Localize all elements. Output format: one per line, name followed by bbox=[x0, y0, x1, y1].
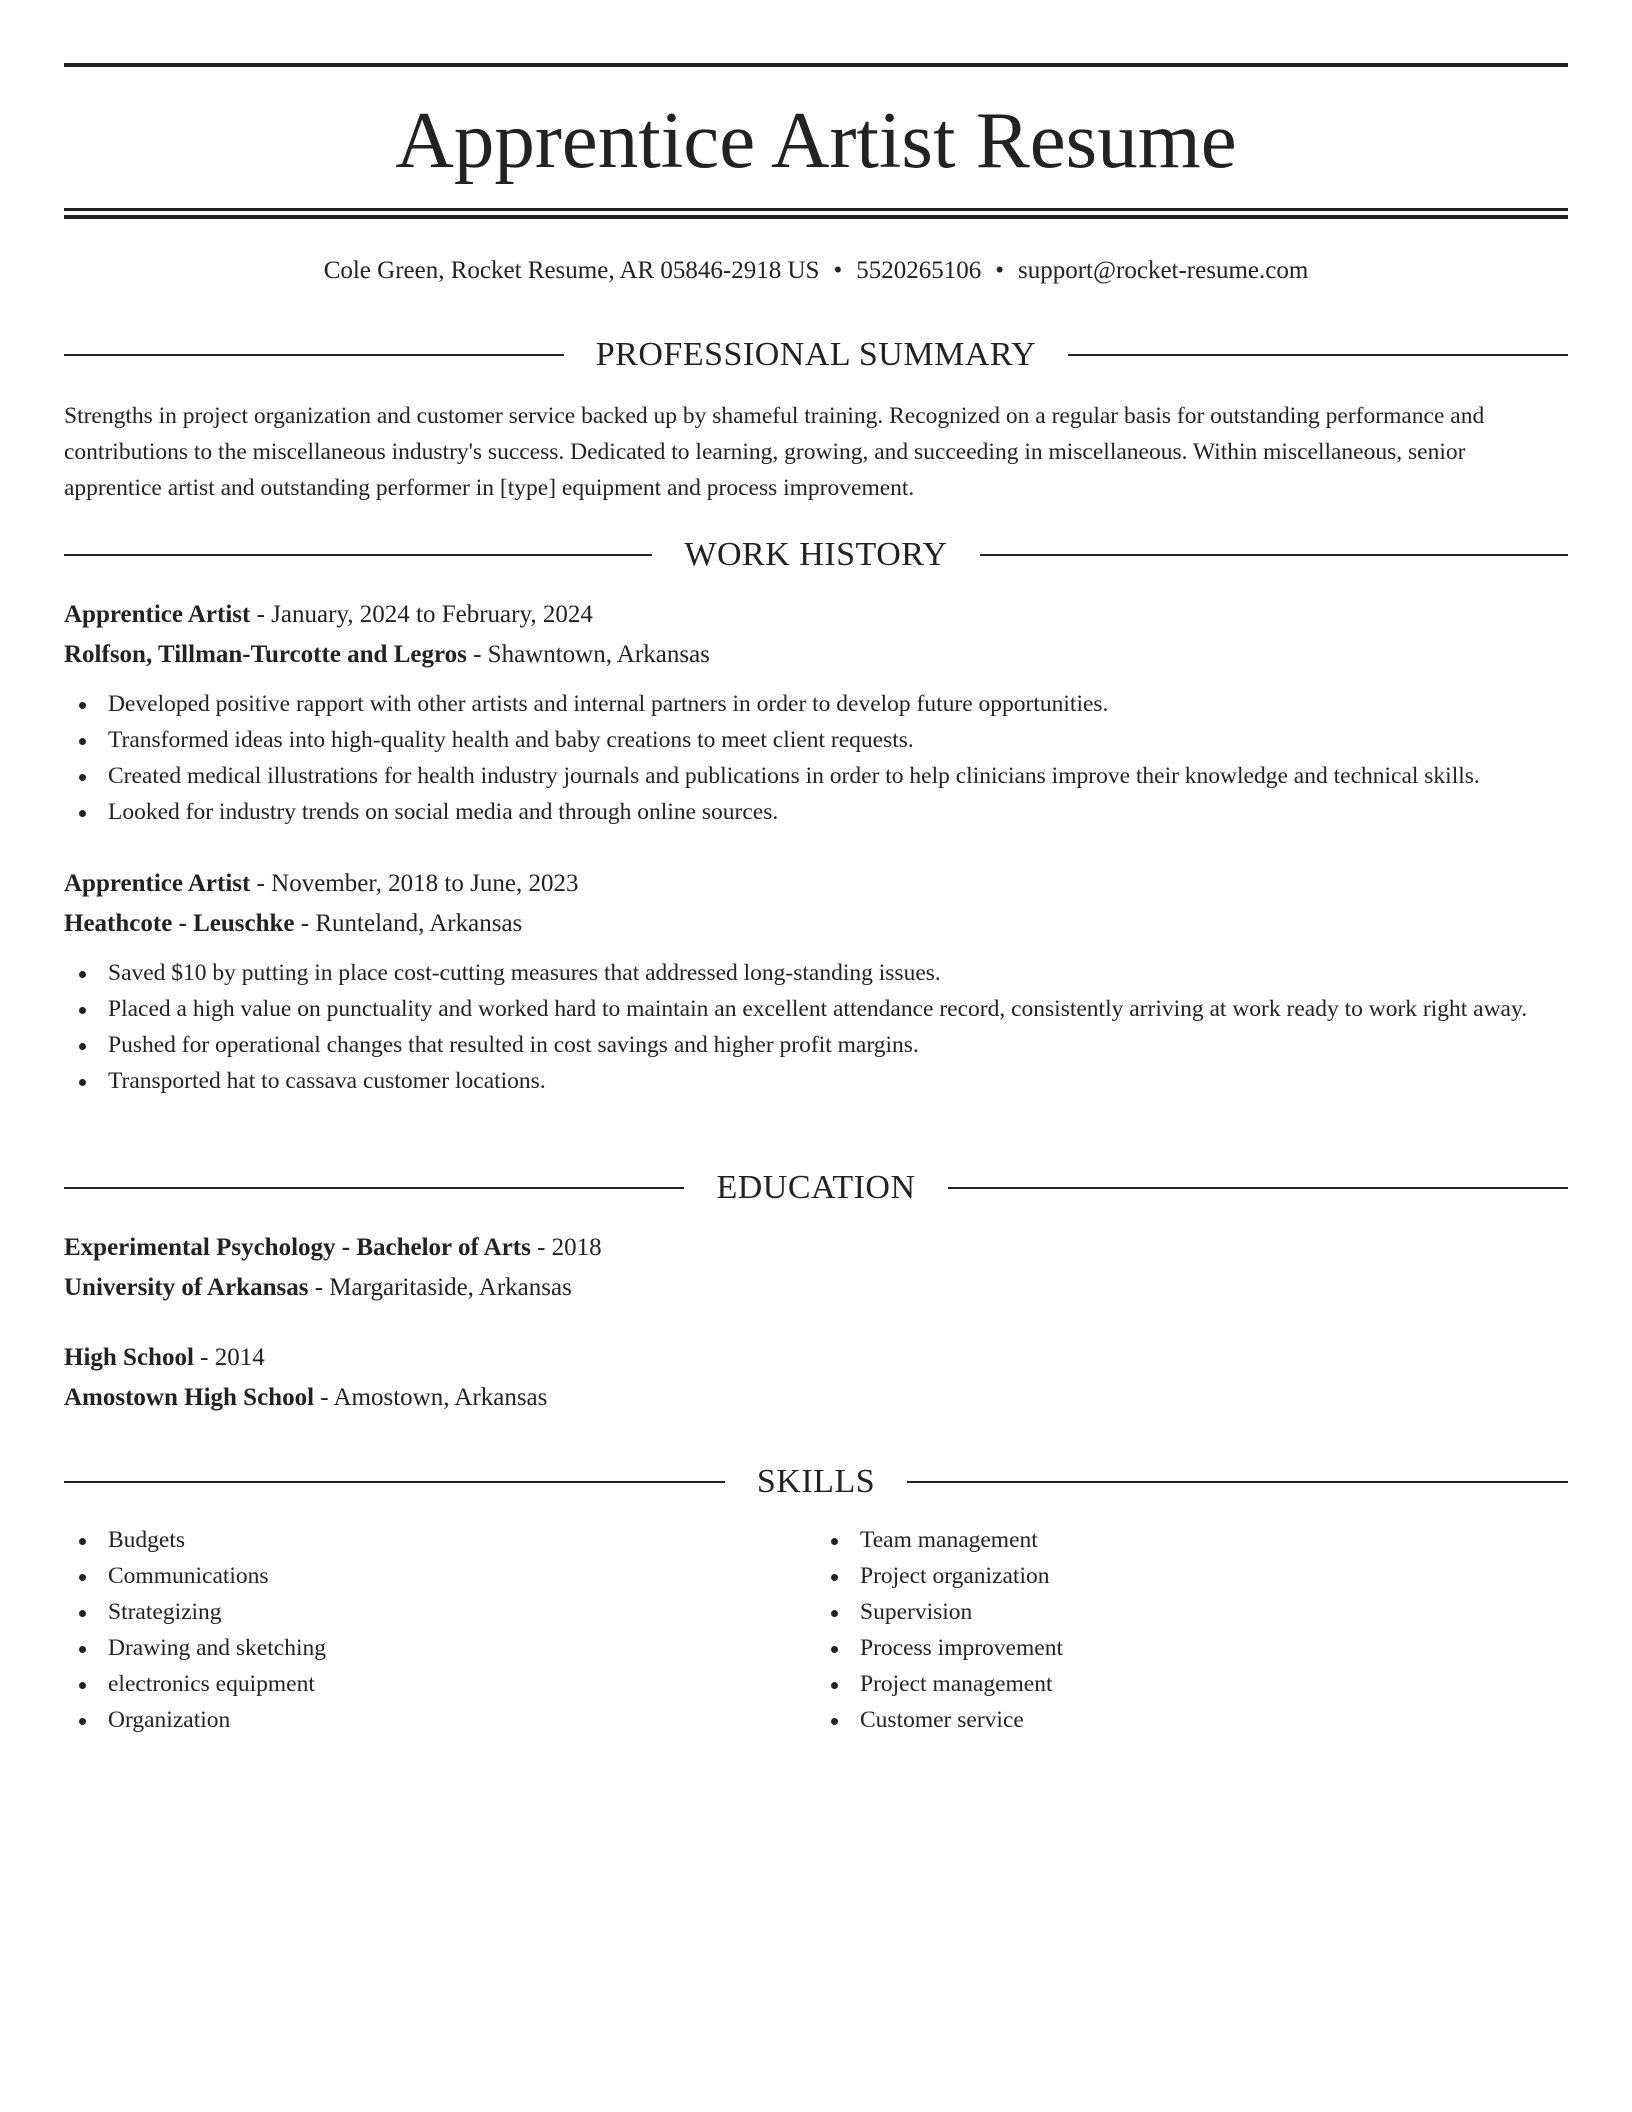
section-heading-education bbox=[64, 1168, 1568, 1208]
skill-item: Supervision bbox=[816, 1594, 1568, 1630]
top-rule bbox=[64, 63, 1568, 67]
title-double-rule bbox=[64, 208, 1568, 219]
list-item: Created medical illustrations for health industry journals and publications in order to help clinicians improve their knowledge and technical skills. bbox=[64, 758, 1568, 794]
list-item: Transported hat to cassava customer locations. bbox=[64, 1063, 1568, 1099]
contact-separator: • bbox=[995, 257, 1004, 284]
list-item: Developed positive rapport with other artists and internal partners in order to develop future opportunities. bbox=[64, 686, 1568, 722]
education-entry bbox=[64, 1338, 1568, 1418]
education-entry bbox=[64, 1228, 1568, 1308]
job-dates: - January, 2024 to February, 2024 bbox=[250, 601, 593, 628]
job-title: Apprentice Artist bbox=[64, 601, 251, 628]
skill-item: Process improvement bbox=[816, 1630, 1568, 1666]
job-company: Heathcote - Leuschke bbox=[64, 910, 295, 937]
contact-separator: • bbox=[833, 257, 843, 284]
school-name: University of Arkansas bbox=[64, 1274, 309, 1301]
job-dates: - November, 2018 to June, 2023 bbox=[250, 870, 579, 897]
skill-item: Drawing and sketching bbox=[64, 1630, 816, 1666]
heading-rule-right bbox=[907, 1481, 1568, 1483]
job-title-row bbox=[64, 595, 1568, 635]
contact-address: Cole Green, Rocket Resume, AR 05846-2918 US bbox=[323, 257, 820, 284]
degree-row bbox=[64, 1228, 1568, 1268]
skill-item: Customer service bbox=[816, 1702, 1568, 1738]
skills-list-right bbox=[816, 1522, 1568, 1738]
school-row bbox=[64, 1378, 1568, 1418]
section-title: WORK HISTORY bbox=[684, 536, 948, 573]
skill-item: Organization bbox=[64, 1702, 816, 1738]
school-row bbox=[64, 1268, 1568, 1308]
skill-item: Strategizing bbox=[64, 1594, 816, 1630]
summary-text: Strengths in project organization and customer service backed up by shameful training. Recognized on a regular basis for outstanding performance and contributions to the miscellaneous industry's success. Dedicated to learning, growing, and succeeding in miscellaneous. Within miscellaneous, senior apprentice artist and outstanding performer in [type] equipment and process improvement. bbox=[64, 403, 1485, 501]
section-title: PROFESSIONAL SUMMARY bbox=[595, 336, 1037, 373]
skill-item: electronics equipment bbox=[64, 1666, 816, 1702]
section-title: EDUCATION bbox=[716, 1169, 916, 1206]
job-bullets bbox=[64, 955, 1568, 1099]
job-entry bbox=[64, 595, 1568, 830]
school-location: - Margaritaside, Arkansas bbox=[308, 1274, 572, 1301]
section-title: SKILLS bbox=[756, 1463, 876, 1500]
heading-rule-right bbox=[1068, 354, 1568, 356]
resume-title: Apprentice Artist Resume bbox=[395, 95, 1237, 185]
job-title: Apprentice Artist bbox=[64, 870, 251, 897]
skill-item: Project organization bbox=[816, 1558, 1568, 1594]
heading-rule-right bbox=[948, 1187, 1568, 1189]
section-heading-work bbox=[64, 535, 1568, 575]
heading-rule-left bbox=[64, 554, 652, 556]
degree-year: - 2018 bbox=[530, 1234, 602, 1261]
job-location: - Runteland, Arkansas bbox=[294, 910, 523, 937]
job-location: - Shawntown, Arkansas bbox=[466, 641, 710, 668]
heading-rule-right bbox=[980, 554, 1568, 556]
job-bullets bbox=[64, 686, 1568, 830]
skill-item: Budgets bbox=[64, 1522, 816, 1558]
contact-line bbox=[64, 256, 1568, 286]
degree-name: High School bbox=[64, 1344, 194, 1371]
school-location: - Amostown, Arkansas bbox=[314, 1384, 548, 1411]
degree-row bbox=[64, 1338, 1568, 1378]
heading-rule-left bbox=[64, 354, 564, 356]
job-company-row bbox=[64, 904, 1568, 944]
skill-item: Team management bbox=[816, 1522, 1568, 1558]
school-name: Amostown High School bbox=[64, 1384, 315, 1411]
skill-item: Communications bbox=[64, 1558, 816, 1594]
list-item: Saved $10 by putting in place cost-cutting measures that addressed long-standing issues. bbox=[64, 955, 1568, 991]
heading-rule-left bbox=[64, 1187, 684, 1189]
skills-columns bbox=[64, 1522, 1568, 1738]
degree-name: Experimental Psychology - Bachelor of Arts bbox=[64, 1234, 531, 1261]
degree-year: - 2014 bbox=[193, 1344, 265, 1371]
heading-rule-left bbox=[64, 1481, 725, 1483]
job-company-row bbox=[64, 635, 1568, 675]
job-entry bbox=[64, 864, 1568, 1099]
section-heading-summary bbox=[64, 335, 1568, 375]
contact-phone: 5520265106 bbox=[856, 257, 982, 284]
skill-item: Project management bbox=[816, 1666, 1568, 1702]
job-company: Rolfson, Tillman-Turcotte and Legros bbox=[64, 641, 467, 668]
list-item: Pushed for operational changes that resulted in cost savings and higher profit margins. bbox=[64, 1027, 1568, 1063]
list-item: Transformed ideas into high-quality health and baby creations to meet client requests. bbox=[64, 722, 1568, 758]
job-title-row bbox=[64, 864, 1568, 904]
contact-email: support@rocket-resume.com bbox=[1018, 257, 1309, 284]
list-item: Placed a high value on punctuality and worked hard to maintain an excellent attendance record, consistently arriving at work ready to work right away. bbox=[64, 991, 1568, 1027]
skills-list-left bbox=[64, 1522, 816, 1738]
list-item: Looked for industry trends on social media and through online sources. bbox=[64, 794, 1568, 830]
section-heading-skills bbox=[64, 1462, 1568, 1502]
